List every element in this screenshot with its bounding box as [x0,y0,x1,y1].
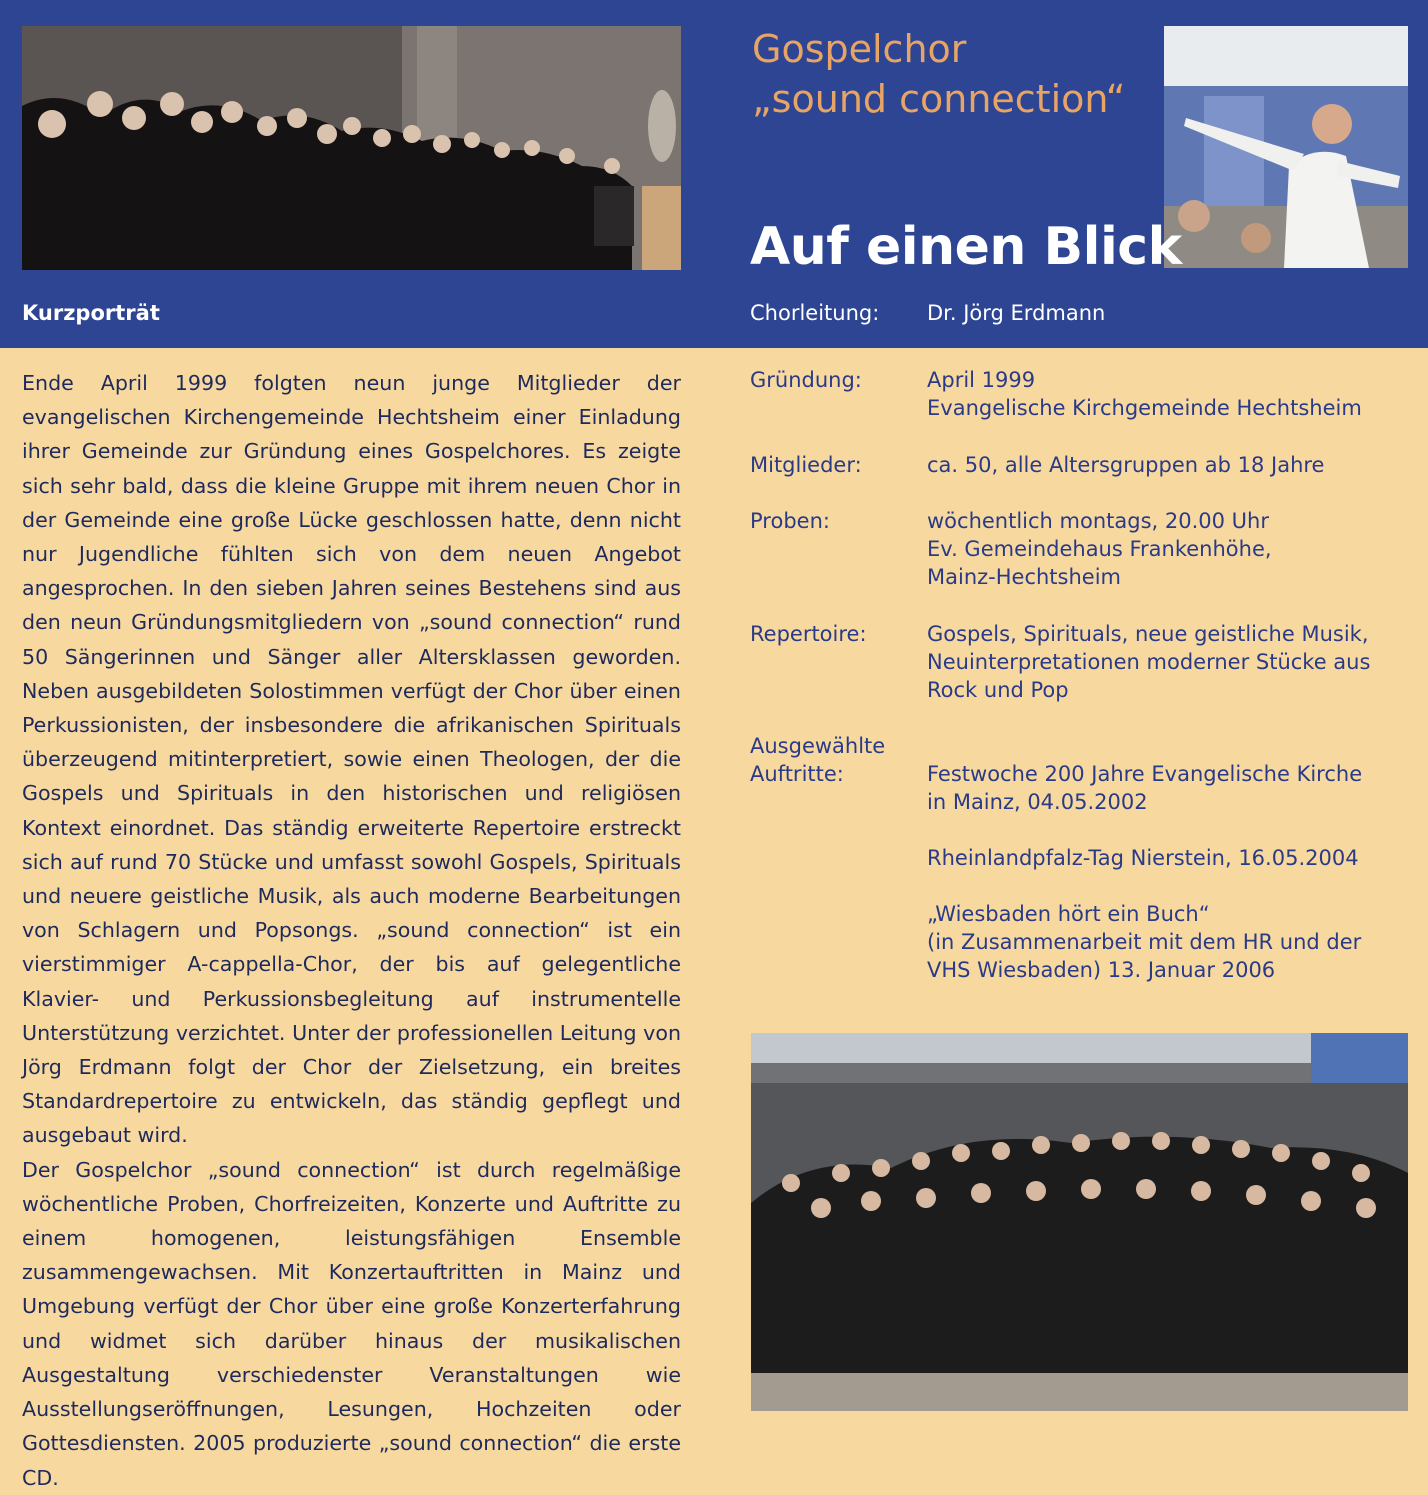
fact-value-proben [927,507,1272,591]
kicker-line: Gospelchor [752,27,967,71]
fact-line: VHS Wiesbaden) 13. Januar 2006 [927,958,1276,982]
photo-conductor [1164,26,1408,268]
fact-line: Festwoche 200 Jahre Evangelische Kirche [927,762,1363,786]
fact-line: Gospels, Spirituals, neue geistliche Musik, [927,622,1369,646]
choir-name-kicker [752,24,1125,124]
fact-label-line: Auftritte: [750,762,844,786]
fact-value-event [927,760,1362,816]
fact-label-auftritte [750,732,885,788]
fact-line: in Mainz, 04.05.2002 [927,790,1148,814]
paragraph: Ende April 1999 folgten neun junge Mitglieder der evangelischen Kirchengemeinde Hechtsheim einer Einladung ihrer Gemeinde zur Gründung eines Gospelchores. Es zeigte sich sehr bald, dass die kleine Gruppe mit ihrem neuen Chor in der Gemeinde eine große Lücke geschlossen hatte, denn nicht nur Jugendliche fühlten sich von dem neuen Angebot angesprochen. In den sieben Jahren seines Bestehens sind aus den neun Gründungsmitgliedern von „sound connection“ rund 50 Sängerinnen und Sänger aller Altersklassen geworden. Neben ausgebildeten Solostimmen verfügt der Chor über einen Perkussionisten, der insbesondere die afrikanischen Spirituals überzeugend mitinterpretiert, sowie einen Theologen, der die Gospels und Spirituals in den historischen und religiösen Kontext einordnet. Das ständig erweiterte Repertoire erstreckt sich auf rund 70 Stücke und umfasst sowohl Gospels, Spirituals und neuere geistliche Musik, als auch moderne Bearbeitungen von Schlagern und Popsongs. „sound connection“ ist ein vierstimmiger A-cappella-Chor, der bis auf gelegentliche Klavier- und Perkussionsbegleitung auf instrumentelle Unterstützung verzichtet. Unter der professionellen Leitung von Jörg Erdmann folgt der Chor der Zielsetzung, ein breites Standardrepertoire zu entwickeln, das ständig gepflegt und ausgebaut wird. [22,371,681,1148]
fact-line: Rock und Pop [927,678,1069,702]
fact-value-repertoire [927,620,1370,704]
portrait-body-text [22,366,681,1495]
fact-value-mitglieder: ca. 50, alle Altersgruppen ab 18 Jahre [927,453,1325,477]
fact-label-line: Ausgewählte [750,734,886,758]
page-title: Auf einen Blick [750,217,1182,277]
section-title-kurzportraet: Kurzporträt [22,301,160,325]
fact-line: Mainz-Hechtsheim [927,565,1121,589]
fact-value-event [927,900,1361,984]
photo-choir-group [751,1033,1408,1411]
fact-line: April 1999 [927,368,1036,392]
fact-line: Ev. Gemeindehaus Frankenhöhe, [927,537,1272,561]
fact-label-chorleitung: Chorleitung: [750,301,880,325]
fact-label-mitglieder: Mitglieder: [750,453,862,477]
kicker-line: „sound connection“ [752,77,1126,121]
fact-line: Neuinterpretationen moderner Stücke aus [927,650,1371,674]
fact-value-event [927,844,1359,872]
fact-line: wöchentlich montags, 20.00 Uhr [927,509,1269,533]
fact-line: Rheinlandpfalz-Tag Nierstein, 16.05.2004 [927,846,1359,870]
fact-value-chorleitung: Dr. Jörg Erdmann [927,301,1106,325]
fact-line: (in Zusammenarbeit mit dem HR und der [927,930,1362,954]
fact-label-proben: Proben: [750,509,830,533]
paragraph: Der Gospelchor „sound connection“ ist durch regelmäßige wöchentliche Proben, Chorfreizeiten, Konzerte und Auftritte zu einem homogenen, leistungsfähigen Ensemble zusammengewachsen. Mit Konzertauftritten in Mainz und Umgebung verfügt der Chor über eine große Konzerterfahrung und widmet sich darüber hinaus der musikalischen Ausgestaltung verschiedenster Veranstaltungen wie Ausstellungseröffnungen, Lesungen, Hochzeiten oder Gottesdiensten. 2005 produzierte „sound connection“ die erste CD. [22,1157,681,1490]
fact-label-repertoire: Repertoire: [750,622,867,646]
fact-line: „Wiesbaden hört ein Buch“ [927,902,1210,926]
photo-choir-in-church [22,26,681,270]
fact-value-gruendung [927,366,1362,422]
fact-line: Evangelische Kirchgemeinde Hechtsheim [927,396,1362,420]
fact-label-gruendung: Gründung: [750,368,862,392]
